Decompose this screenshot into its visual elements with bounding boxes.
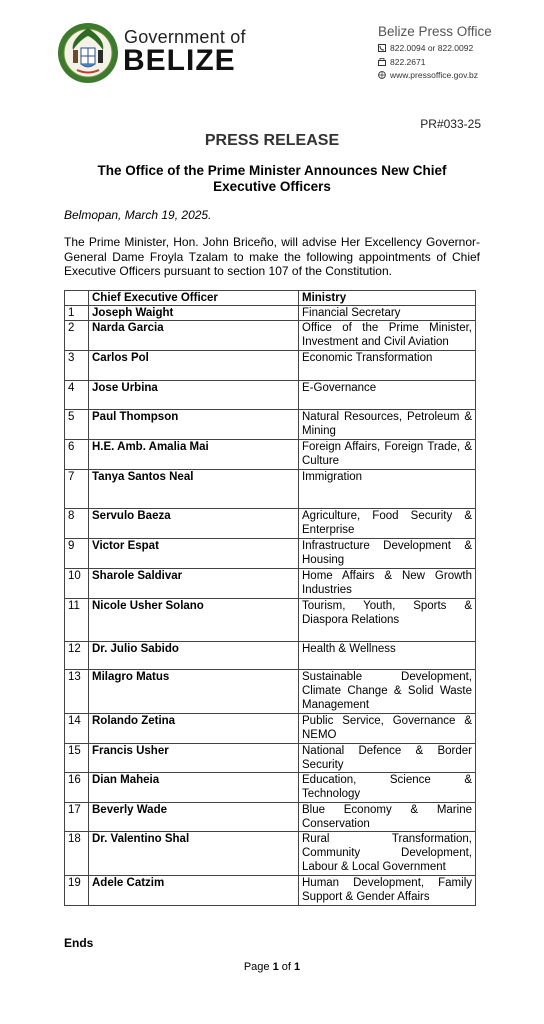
table-row [65,306,476,321]
row-number: 1 [65,306,89,321]
row-number: 9 [65,539,89,569]
row-number: 13 [65,670,89,714]
table-row [65,381,476,410]
table-row [65,773,476,803]
ministry: Tourism, Youth, Sports & Diaspora Relations [299,599,476,642]
ceo-name: Francis Usher [89,744,299,773]
row-number: 10 [65,569,89,599]
fax-text: 822.2671 [390,57,426,67]
ceo-name: Beverly Wade [89,803,299,832]
globe-icon [378,71,386,79]
row-number: 19 [65,876,89,906]
ministry: Education, Science & Technology [299,773,476,803]
ceo-appointments-table [64,290,476,906]
row-number: 16 [65,773,89,803]
fax-icon [378,58,386,66]
phone-icon [378,44,386,52]
ceo-name: Servulo Baeza [89,509,299,539]
row-number: 5 [65,410,89,440]
row-number: 7 [65,470,89,509]
page-total: 1 [294,961,301,973]
table-row [65,440,476,470]
ministry: Natural Resources, Petroleum & Mining [299,410,476,440]
page-of: of [278,961,295,973]
table-row [65,539,476,569]
ministry: Human Development, Family Support & Gender Affairs [299,876,476,906]
ministry: Economic Transformation [299,351,476,381]
ceo-name: Jose Urbina [89,381,299,410]
header-number [65,291,89,306]
page-current: 1 [272,961,279,973]
ceo-name: Nicole Usher Solano [89,599,299,642]
ministry: National Defence & Border Security [299,744,476,773]
belize-coat-of-arms-icon [57,22,119,84]
ceo-name: Dr. Valentino Shal [89,832,299,876]
table-row [65,410,476,440]
row-number: 14 [65,714,89,744]
ministry: Public Service, Governance & NEMO [299,714,476,744]
table-row [65,670,476,714]
row-number: 8 [65,509,89,539]
row-number: 2 [65,321,89,351]
ministry: Rural Transformation, Community Development, Labour & Local Government [299,832,476,876]
ceo-name: Paul Thompson [89,410,299,440]
table-row [65,642,476,670]
ceo-name: Milagro Matus [89,670,299,714]
row-number: 12 [65,642,89,670]
row-number: 3 [65,351,89,381]
website-link[interactable]: www.pressoffice.gov.bz [390,70,479,80]
row-number: 18 [65,832,89,876]
table-header-row [65,291,476,306]
table-row [65,470,476,509]
table-row [65,714,476,744]
table-row [65,569,476,599]
ministry: Health & Wellness [299,642,476,670]
table-row [65,599,476,642]
table-row [65,351,476,381]
press-release-number: PR#033-25 [420,117,481,131]
ministry: Financial Secretary [299,306,476,321]
ministry: Blue Economy & Marine Conservation [299,803,476,832]
ministry: Infrastructure Development & Housing [299,539,476,569]
ends-marker: Ends [64,936,94,950]
row-number: 15 [65,744,89,773]
row-number: 4 [65,381,89,410]
ceo-name: Rolando Zetina [89,714,299,744]
ministry: Sustainable Development, Climate Change & Solid Waste Management [299,670,476,714]
ceo-name: Dian Maheia [89,773,299,803]
ministry: Foreign Affairs, Foreign Trade, & Culture [299,440,476,470]
table-row [65,803,476,832]
ceo-name: Dr. Julio Sabido [89,642,299,670]
row-number: 6 [65,440,89,470]
fax-contact [378,57,425,67]
press-office-title: Belize Press Office [378,24,492,39]
row-number: 17 [65,803,89,832]
dateline: Belmopan, March 19, 2025. [64,208,212,222]
row-number: 11 [65,599,89,642]
ceo-name: Victor Espat [89,539,299,569]
header-ceo: Chief Executive Officer [89,291,299,306]
website-contact [378,70,478,80]
ceo-name: Adele Catzim [89,876,299,906]
table-row [65,832,476,876]
table-row [65,321,476,351]
page-number [0,961,544,973]
belize-wordmark: BELIZE [123,44,236,77]
ministry: Immigration [299,470,476,509]
ceo-name: Carlos Pol [89,351,299,381]
press-release-title: The Office of the Prime Minister Announces New Chief Executive Officers [97,163,447,194]
phone-contact [378,43,473,53]
ministry: Home Affairs & New Growth Industries [299,569,476,599]
ceo-name: Tanya Santos Neal [89,470,299,509]
ministry: E-Governance [299,381,476,410]
phone-text: 822.0094 or 822.0092 [390,43,474,53]
ministry: Office of the Prime Minister, Investment and Civil Aviation [299,321,476,351]
ceo-name: H.E. Amb. Amalia Mai [89,440,299,470]
page-prefix: Page [243,961,273,973]
ceo-name: Joseph Waight [89,306,299,321]
table-row [65,876,476,906]
table-row [65,744,476,773]
government-of-text: Government of [124,27,246,47]
letterhead [0,0,544,100]
table-row [65,509,476,539]
header-ministry: Ministry [299,291,476,306]
body-paragraph: The Prime Minister, Hon. John Briceño, will advise Her Excellency Governor-General Dame Froyla Tzalam to make the following appointments of Chief Executive Officers pursuant to section 107 of the Constitution. [64,235,480,278]
ceo-name: Sharole Saldivar [89,569,299,599]
ceo-name: Narda Garcia [89,321,299,351]
press-release-heading: PRESS RELEASE [204,132,340,149]
ministry: Agriculture, Food Security & Enterprise [299,509,476,539]
